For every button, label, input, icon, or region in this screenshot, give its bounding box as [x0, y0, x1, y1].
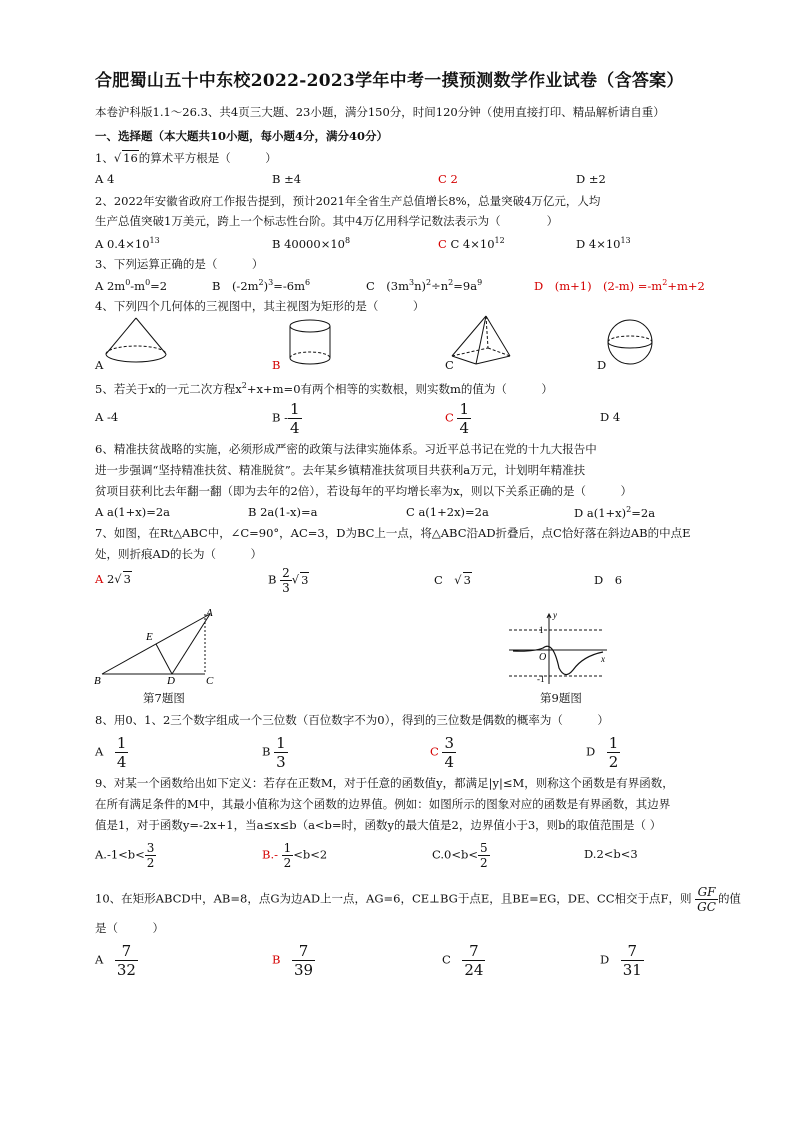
q1-option-a[interactable]: A 4: [95, 172, 115, 186]
q9-option-c[interactable]: C.0<b< $\frac{5}{2}$: [432, 841, 488, 870]
q4-option-b[interactable]: B: [272, 358, 281, 372]
q3-option-b[interactable]: B $(-2m^2)^3=-6m^6$: [212, 278, 311, 293]
q5-option-c[interactable]: C $\frac{1}{4}$: [445, 400, 470, 437]
q9-option-b[interactable]: B.- $\frac{1}{2}$ <b<2: [262, 841, 328, 870]
question-6-line3: 贫项目获利比去年翻一翻（即为去年的2倍），若设每年的平均增长率为x，则以下关系正确的是（ ）: [95, 484, 633, 498]
sphere-figure: [604, 318, 656, 368]
q7-option-c[interactable]: C √ 3: [434, 573, 471, 587]
q6-option-a[interactable]: A a(1+x)=2a: [95, 505, 171, 519]
fig9-label-one: 1: [539, 625, 544, 635]
q7-option-a[interactable]: A 2√ 3: [95, 572, 131, 586]
question-2-line2: 生产总值突破1万美元，跨上一个标志性台阶。其中4万亿用科学记数法表示为（ ）: [95, 214, 559, 228]
fig7-label-d: D: [167, 675, 175, 687]
question-7-line2: 处，则折痕AD的长为（ ）: [95, 547, 263, 561]
figure-7-triangle: [92, 606, 222, 688]
question-2-line1: 2、2022年安徽省政府工作报告提到，预计2021年全省生产总值增长8%，总量突破4万亿元，人均: [95, 194, 601, 208]
fig7-label-a: A: [206, 607, 213, 619]
section-heading: 一、选择题（本大题共10小题，每小题4分，满分40分）: [95, 129, 389, 143]
q10-option-d[interactable]: D $\frac{7}{31}$: [600, 942, 642, 979]
q3-option-d[interactable]: D (m+1) $(2-m) =-m^2+m+2$: [534, 278, 705, 293]
q5-option-d[interactable]: D 4: [600, 410, 621, 424]
question-10-line2: 是（ ）: [95, 921, 164, 935]
question-4-stem: 4、下列四个几何体的三视图中，其主视图为矩形的是（ ）: [95, 299, 425, 313]
question-5-stem: 5、若关于x的一元二次方程$x^2+x+m=0$有两个相等的实数根，则实数m的值为（ ）: [95, 381, 553, 396]
fig7-label-c: C: [206, 675, 214, 687]
question-9-line1: 9、对某一个函数给出如下定义：若存在正数M，对于任意的函数值y，都满足|y|≤M，则称这个函数是有界函数，: [95, 776, 674, 790]
q2-option-d[interactable]: D $4\times 10^{13}$: [576, 236, 631, 251]
question-8-stem: 8、用0、1、2三个数字组成一个三位数（百位数字不为0），得到的三位数是偶数的概率为（ ）: [95, 713, 609, 727]
page-title: 合肥蜀山五十中东校2022-2023学年中考一摸预测数学作业试卷（含答案）: [95, 71, 684, 91]
fig7-label-e: E: [146, 631, 153, 643]
fig9-label-x: x: [601, 654, 605, 664]
cone-figure: [100, 316, 172, 366]
figure-9-graph: [503, 610, 613, 688]
question-1-stem: 1、√ 16的算术平方根是（ ）: [95, 151, 277, 165]
figure-7-caption: 第7题图: [143, 691, 185, 705]
q10-option-b[interactable]: B $\frac{7}{39}$: [272, 942, 314, 979]
q8-option-d[interactable]: D $\frac{1}{2}$: [586, 734, 619, 771]
question-10-line1: 10、在矩形ABCD中，AB=8，点G为边AD上一点，AG=6，CE⊥BG于点E，且BE=EG，DE、CC相交于点F，则 $\frac{GF}{GC}$ 的值: [95, 885, 741, 914]
q4-option-c[interactable]: C: [445, 358, 454, 372]
q10-option-c[interactable]: C $\frac{7}{24}$: [442, 942, 484, 979]
q7-option-d[interactable]: D 6: [594, 573, 623, 587]
fig9-label-y: y: [553, 610, 557, 620]
q2-option-b[interactable]: B $40000\times 10^8$: [272, 236, 351, 251]
q8-option-c[interactable]: C $\frac{3}{4}$: [430, 734, 455, 771]
question-3-stem: 3、下列运算正确的是（ ）: [95, 257, 264, 271]
q8-option-b[interactable]: B $\frac{1}{3}$: [262, 734, 286, 771]
q7-option-b[interactable]: B $\frac{2}{3}$ √ 3: [268, 566, 309, 595]
q2-option-a[interactable]: A $0.4\times 10^{13}$: [95, 236, 160, 251]
q10-option-a[interactable]: A $\frac{7}{32}$: [95, 942, 136, 979]
q4-option-d[interactable]: D: [597, 358, 607, 372]
question-7-line1: 7、如图，在Rt△ABC中，∠C=90°，AC=3，D为BC上一点，将△ABC沿AD折叠后，点C恰好落在斜边AB的中点E: [95, 526, 691, 540]
cylinder-figure: [286, 318, 336, 368]
q4-option-a[interactable]: A: [95, 358, 104, 372]
figure-9-caption: 第9题图: [540, 691, 582, 705]
pyramid-figure: [448, 314, 514, 366]
q1-option-b[interactable]: B ±4: [272, 172, 302, 186]
fig7-label-b: B: [94, 675, 101, 687]
question-6-line1: 6、精准扶贫战略的实施，必须形成严密的政策与法律实施体系。习近平总书记在党的十九大报告中: [95, 442, 597, 456]
q1-option-d[interactable]: D ±2: [576, 172, 606, 186]
q1-option-c[interactable]: C 2: [438, 172, 458, 186]
q3-option-c[interactable]: C $(3m^3n)^2\div n^2=9a^9$: [366, 278, 483, 293]
q8-option-a[interactable]: A $\frac{1}{4}$: [95, 734, 127, 771]
question-6-line2: 进一步强调“坚持精准扶贫、精准脱贫”。去年某乡镇精准扶贫项目共获利a万元，计划明年精准扶: [95, 463, 586, 477]
q6-option-d[interactable]: D $a(1+x)^2=2a$: [574, 505, 656, 520]
q5-option-b[interactable]: B - $\frac{1}{4}$: [272, 400, 300, 437]
intro-text: 本卷沪科版1.1～26.3、共4页三大题、23小题，满分150分，时间120分钟（使用直接打印、精品解析请自重）: [95, 105, 665, 119]
q9-option-d[interactable]: D.2<b<3: [584, 847, 638, 861]
q9-option-a[interactable]: A.-1<b< $\frac{3}{2}$: [95, 841, 155, 870]
q6-option-b[interactable]: B 2a(1-x)=a: [248, 505, 318, 519]
question-9-line2: 在所有满足条件的M中，其最小值称为这个函数的边界值。例如：如图所示的图象对应的函数是有界函数，其边界: [95, 797, 671, 811]
q5-option-a[interactable]: A -4: [95, 410, 119, 424]
q3-option-a[interactable]: A $2m^0-m^0=2$: [95, 278, 168, 293]
question-9-line3: 值是1，对于函数y=-2x+1，当a≤x≤b（a<b=时，函数y的最大值是2，边界值小于3，则b的取值范围是（ ）: [95, 818, 662, 832]
q2-option-c[interactable]: C C $4\times 10^{12}$: [438, 236, 505, 251]
fig9-label-neg-one: -1: [537, 674, 545, 684]
fig9-label-origin: O: [539, 652, 547, 663]
q6-option-c[interactable]: C a(1+2x)=2a: [406, 505, 489, 519]
